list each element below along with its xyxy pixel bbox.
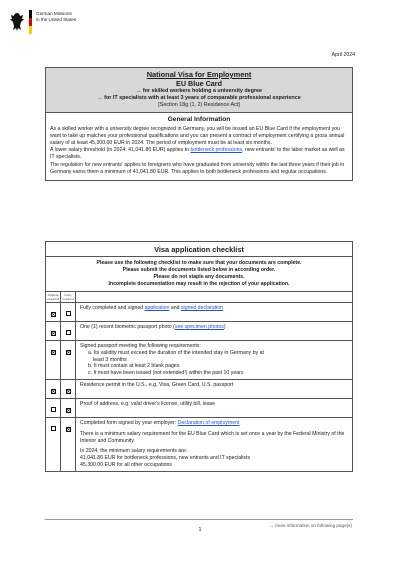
title-box bbox=[45, 67, 353, 181]
organization-name bbox=[36, 10, 76, 23]
general-info-paragraph-1: As a skilled worker with a university degree recognized in Germany, you will be issued an EU Blue Card if the employment you want to take up matches your professional qualifications and you can present a contract of employment certifying a gross annual salary of at least 45,300.00 EUR in 2024. The period of employment must be at least six months. bbox=[50, 125, 345, 146]
checklist-item-text: Proof of address, e.g. valid driver's license, utility bill, lease bbox=[80, 400, 216, 407]
copy-checkbox-checked[interactable]: ✕ bbox=[66, 408, 71, 414]
text-span: One (1) recent biometric passport photo ( bbox=[80, 323, 175, 330]
general-info-title: General Information bbox=[167, 115, 231, 123]
passport-requirement-a-cont: least 3 months bbox=[93, 356, 127, 363]
flag-stripe-red bbox=[29, 18, 32, 26]
checklist-box bbox=[45, 241, 353, 472]
copy-required-header: Copy required bbox=[61, 292, 76, 302]
checklist-instructions bbox=[46, 257, 352, 292]
original-checkbox-checked[interactable]: ✕ bbox=[51, 389, 56, 395]
instruction-line: Please use the following checklist to make sure that your documents are complete. bbox=[96, 260, 302, 266]
copy-checkbox-checked[interactable]: ✕ bbox=[66, 389, 71, 395]
checklist-title: Visa application checklist bbox=[46, 242, 352, 257]
original-checkbox-checked[interactable]: ✕ bbox=[51, 350, 56, 356]
target-group-1: → for skilled workers holding a university degree bbox=[135, 88, 263, 94]
flag-stripe-black bbox=[29, 10, 32, 18]
instruction-line: Please submit the documents listed below in according order. bbox=[122, 267, 276, 273]
checklist-row-application bbox=[46, 303, 352, 322]
copy-checkbox-empty[interactable] bbox=[66, 330, 71, 335]
specimen-photos-link[interactable]: see specimen photos bbox=[174, 323, 224, 330]
general-info-paragraph-2 bbox=[50, 147, 348, 161]
text-span: A lower salary threshold (in 2024: 41,041.80 EUR) applies to bbox=[50, 147, 191, 154]
org-line-1: German Missions bbox=[36, 11, 72, 16]
original-checkbox-empty[interactable] bbox=[51, 407, 56, 412]
original-checkbox-checked[interactable]: ✕ bbox=[51, 312, 56, 318]
item-header bbox=[76, 292, 352, 302]
salary-threshold-lower: 41,041.80 EUR for bottleneck professions, new entrants and IT specialists bbox=[80, 455, 251, 462]
checklist-row-proof-of-address bbox=[46, 399, 352, 418]
checklist-row-employer-declaration bbox=[46, 418, 352, 471]
declaration-of-employment-link[interactable]: Declaration of employment bbox=[177, 419, 240, 426]
passport-requirement-c: c. It must have been issued (not extended!) within the past 10 years bbox=[88, 370, 244, 377]
instruction-line: Please do not staple any documents. bbox=[153, 274, 245, 280]
passport-requirements-heading: Signed passport meeting the following requirements: bbox=[80, 342, 201, 349]
title-band bbox=[46, 68, 352, 113]
checklist-header-row bbox=[46, 292, 352, 303]
text-span: and bbox=[169, 304, 181, 311]
checklist-row-photo bbox=[46, 322, 352, 341]
target-group-2: → for IT specialists with at least 3 years of comparable professional experience bbox=[97, 94, 301, 101]
document-title: National Visa for Employment bbox=[146, 70, 252, 79]
letterhead bbox=[10, 10, 76, 40]
salary-threshold-regular: 45,300.00 EUR for all other occupations bbox=[80, 462, 172, 469]
footer-divider bbox=[45, 519, 353, 520]
application-link[interactable]: application bbox=[144, 304, 170, 311]
checklist-item-text bbox=[76, 341, 352, 379]
text-span: , new entrants' to the labor market as well as IT specialists. bbox=[50, 147, 345, 161]
passport-requirement-b: b. It must contain at least 2 blank pages bbox=[88, 363, 180, 370]
bottleneck-professions-link[interactable]: bottleneck professions bbox=[190, 147, 243, 154]
more-info-note: → more information on following page(s) bbox=[269, 523, 352, 528]
legal-section: [Section 18g (1, 2) Residence Act] bbox=[158, 101, 240, 108]
salary-requirements-heading: In 2024, the minimum salary requirements are: bbox=[80, 448, 188, 455]
instruction-line: Incomplete documentation may result in the rejection of your application. bbox=[108, 281, 290, 287]
checklist-item-text bbox=[76, 303, 352, 321]
text-span: Fully completed and signed bbox=[80, 304, 145, 311]
org-line-2: in the United States bbox=[36, 17, 77, 22]
checklist-row-residence-permit bbox=[46, 380, 352, 399]
checklist-item-text bbox=[76, 322, 352, 340]
flag-stripe-gold bbox=[29, 26, 32, 34]
document-date: April 2024 bbox=[331, 52, 355, 58]
signed-declaration-link[interactable]: signed declaration bbox=[180, 304, 224, 311]
page-number: 1 bbox=[198, 527, 202, 533]
original-required-header: Original required bbox=[46, 292, 61, 302]
copy-checkbox-checked[interactable]: ✕ bbox=[66, 350, 71, 356]
copy-checkbox-empty[interactable] bbox=[66, 311, 71, 316]
text-span: Completed form signed by your employer: bbox=[80, 419, 178, 426]
copy-checkbox-checked[interactable]: ✕ bbox=[66, 427, 71, 433]
checklist-item-text bbox=[76, 418, 352, 471]
salary-requirement-note: There is a minimum salary requirement for the EU Blue Card which is set once a year by the Federal Ministry of the Interior and Community. bbox=[80, 430, 345, 444]
employer-form-line bbox=[80, 420, 349, 427]
german-flag-bar bbox=[29, 10, 32, 34]
passport-requirement-a: a. Its validity must exceed the duration of the intended stay in Germany by at bbox=[88, 349, 264, 356]
text-span: ) bbox=[223, 323, 226, 330]
document-subtitle: EU Blue Card bbox=[176, 79, 222, 88]
general-information bbox=[46, 113, 352, 180]
checklist-row-passport bbox=[46, 341, 352, 380]
checklist-item-text: Residence permit in the U.S., e.g. Visa, Green Card, U.S. passport bbox=[80, 381, 234, 388]
general-info-paragraph-3: The regulation for new entrants' applies to foreigners who have graduated from university within the last three years if their job in Germany earns them a minimum of 41,041.80 EUR. This applies to both bottleneck professions and regular occupations. bbox=[50, 161, 345, 175]
original-checkbox-checked[interactable]: ✕ bbox=[51, 331, 56, 337]
federal-eagle-icon bbox=[10, 10, 24, 34]
original-checkbox-empty[interactable] bbox=[51, 426, 56, 431]
